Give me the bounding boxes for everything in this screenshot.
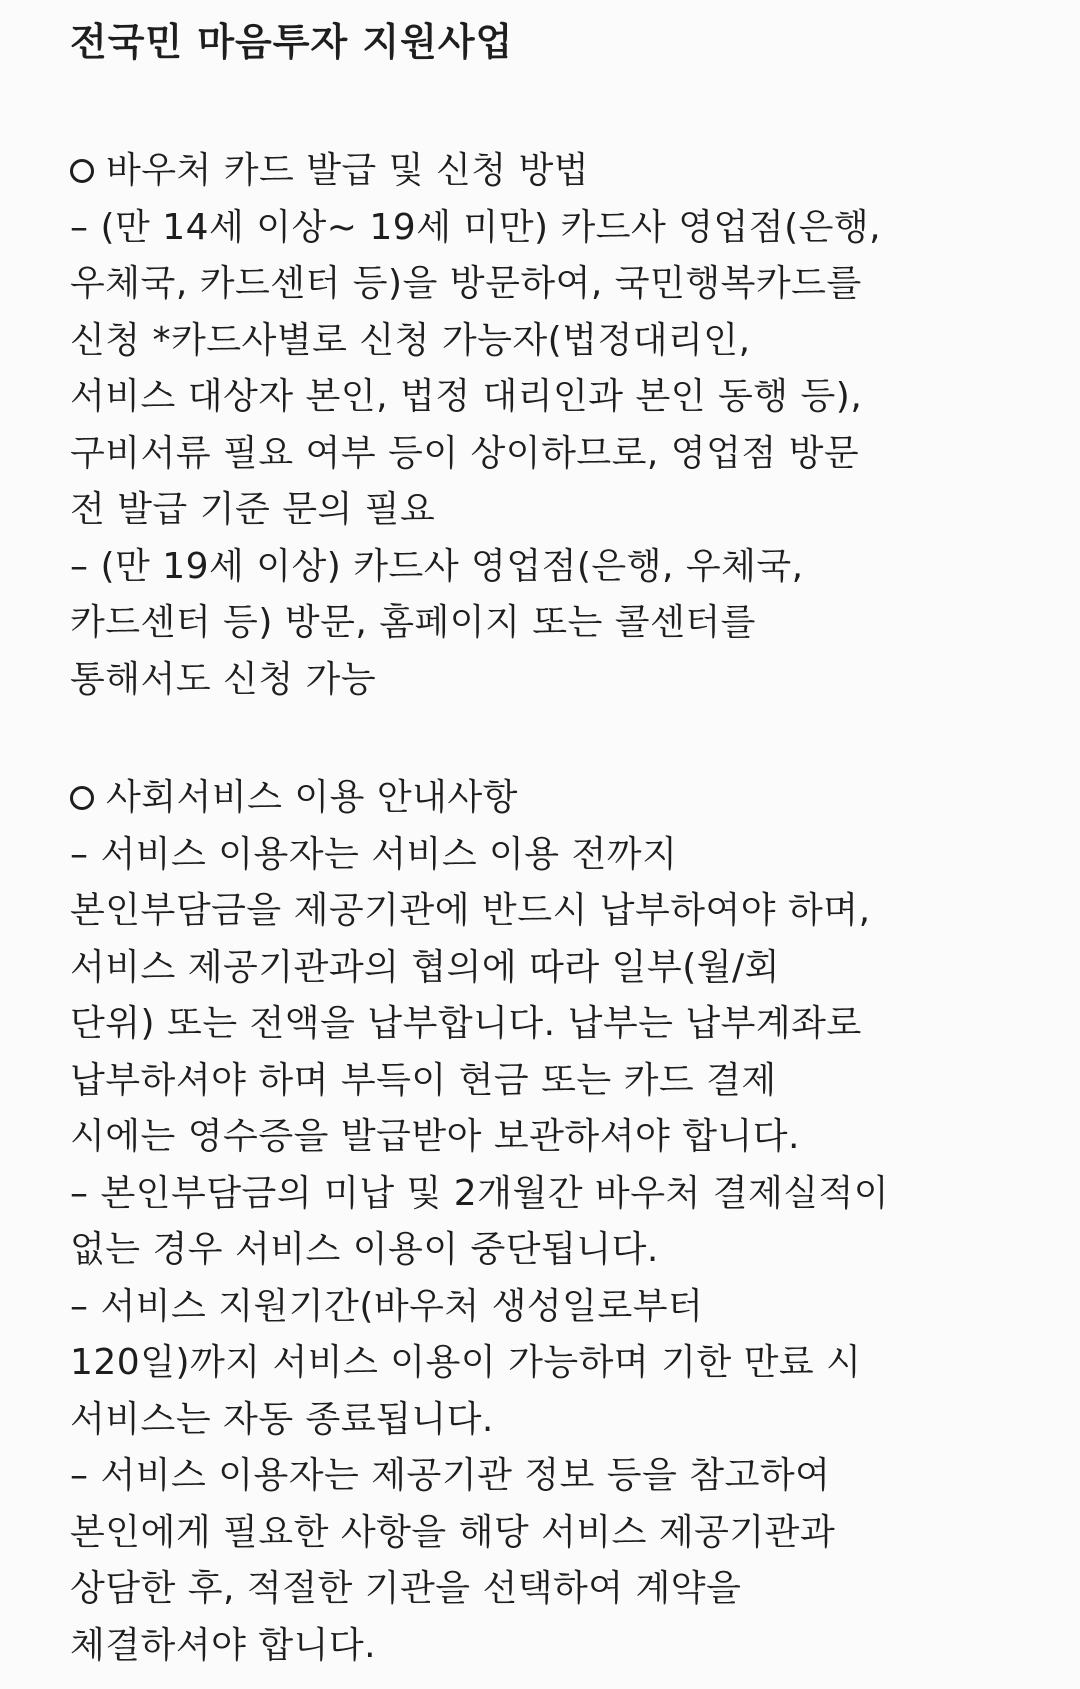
section-voucher-card bbox=[70, 143, 1030, 708]
circle-bullet-icon bbox=[70, 786, 94, 810]
text-line: – 본인부담금의 미납 및 2개월간 바우처 결제실적이 bbox=[70, 1172, 890, 1214]
text-line: 전 발급 기준 문의 필요 bbox=[70, 489, 436, 530]
text-line: 서비스는 자동 종료됩니다. bbox=[70, 1398, 494, 1440]
text-line: 120일)까지 서비스 이용이 가능하며 기한 만료 시 bbox=[70, 1342, 862, 1383]
text-line: 우체국, 카드센터 등)을 방문하여, 국민행복카드를 bbox=[70, 263, 862, 304]
text-line: 신청 *카드사별로 신청 가능자(법정대리인, bbox=[70, 319, 751, 361]
section-heading bbox=[70, 143, 1030, 200]
text-line: – 서비스 이용자는 서비스 이용 전까지 bbox=[70, 833, 678, 875]
section-heading bbox=[70, 770, 1030, 827]
text-line: 체결하셔야 합니다. bbox=[70, 1624, 377, 1666]
text-line: – 서비스 이용자는 제공기관 정보 등을 참고하여 bbox=[70, 1455, 831, 1496]
text-line: 구비서류 필요 여부 등이 상이하므로, 영업점 방문 bbox=[70, 432, 860, 474]
section-heading-text: 바우처 카드 발급 및 신청 방법 bbox=[106, 150, 590, 191]
text-line: – 서비스 지원기간(바우처 생성일로부터 bbox=[70, 1285, 704, 1327]
section-heading-text: 사회서비스 이용 안내사항 bbox=[106, 777, 518, 818]
page-title: 전국민 마음투자 지원사업 bbox=[70, 20, 514, 64]
circle-bullet-icon bbox=[70, 159, 94, 183]
text-line: – (만 14세 이상~ 19세 미만) 카드사 영업점(은행, bbox=[70, 206, 882, 248]
section-social-service bbox=[70, 770, 1030, 1674]
text-line: 납부하셔야 하며 부득이 현금 또는 카드 결제 bbox=[70, 1059, 777, 1101]
text-line: – (만 19세 이상) 카드사 영업점(은행, 우체국, bbox=[70, 545, 804, 587]
text-line: 카드센터 등) 방문, 홈페이지 또는 콜센터를 bbox=[70, 602, 756, 643]
text-line: 시에는 영수증을 발급받아 보관하셔야 합니다. bbox=[70, 1116, 800, 1157]
text-line: 본인부담금을 제공기관에 반드시 납부하여야 하며, bbox=[70, 890, 871, 931]
text-line: 본인에게 필요한 사항을 해당 서비스 제공기관과 bbox=[70, 1511, 836, 1553]
text-line: 서비스 대상자 본인, 법정 대리인과 본인 동행 등), bbox=[70, 376, 863, 417]
text-line: 서비스 제공기관과의 협의에 따라 일부(월/회 bbox=[70, 946, 780, 988]
text-line: 통해서도 신청 가능 bbox=[70, 658, 377, 700]
text-line: 상담한 후, 적절한 기관을 선택하여 계약을 bbox=[70, 1568, 742, 1609]
text-line: 없는 경우 서비스 이용이 중단됩니다. bbox=[70, 1229, 659, 1270]
text-line: 단위) 또는 전액을 납부합니다. 납부는 납부계좌로 bbox=[70, 1003, 862, 1044]
